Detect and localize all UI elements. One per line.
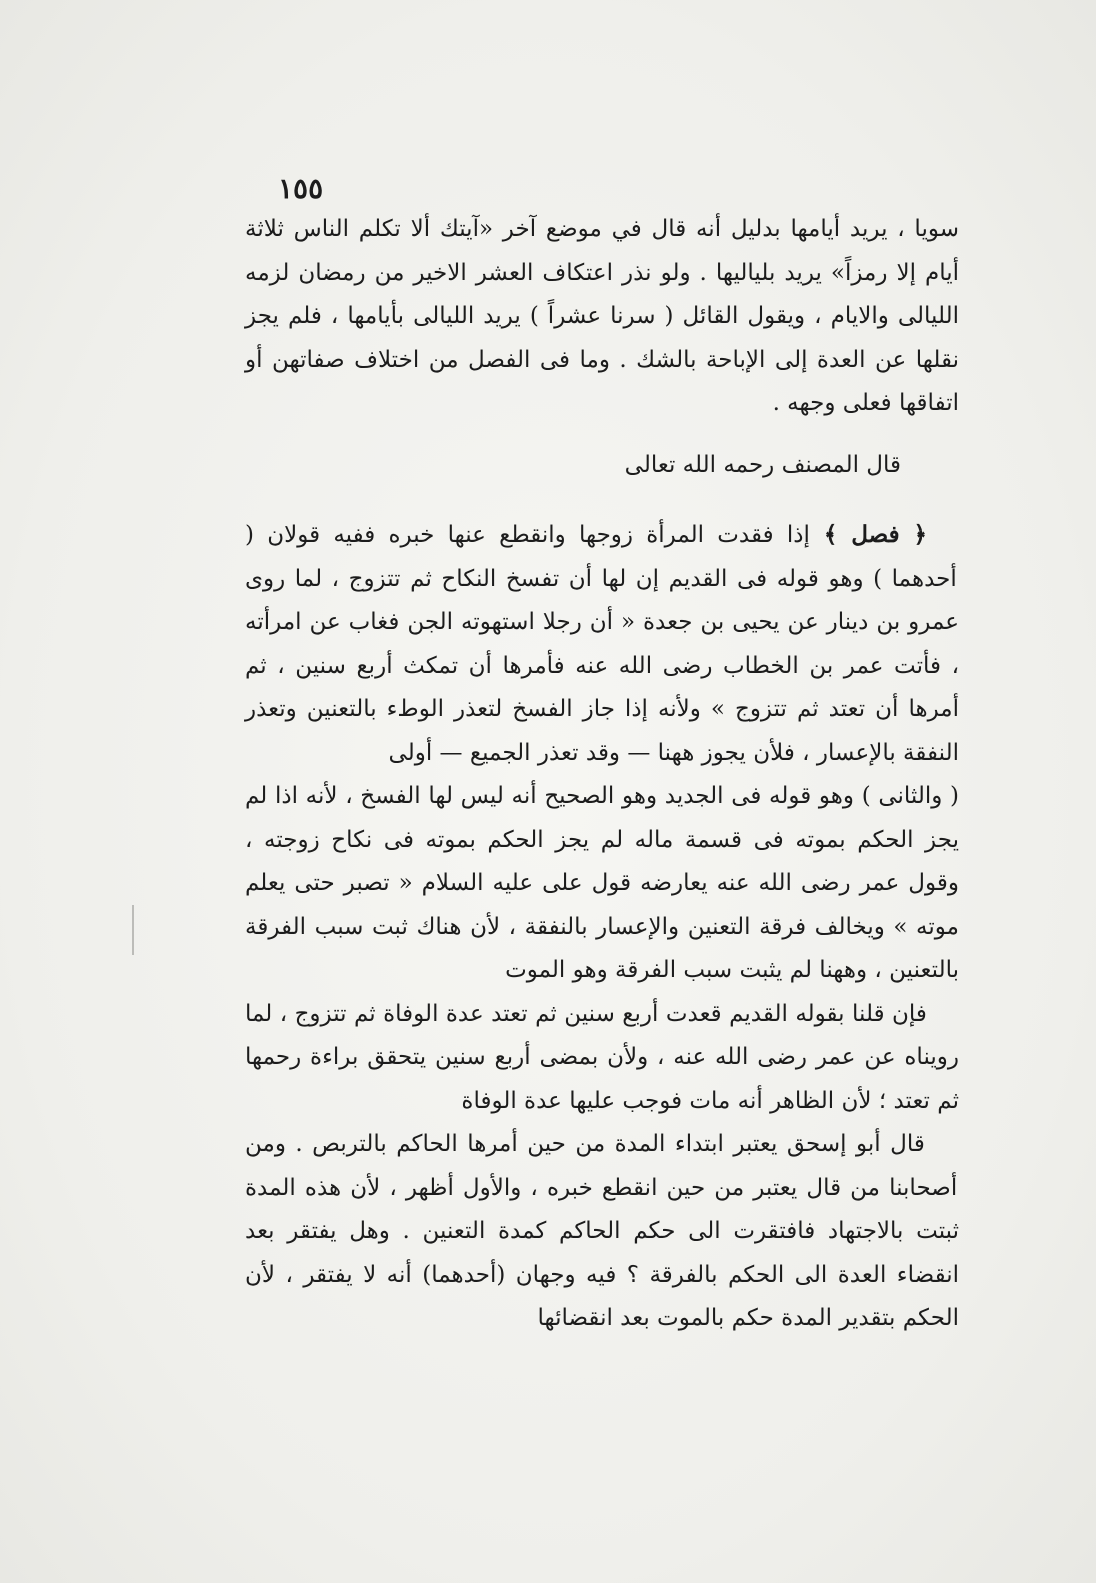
text-line: قال المصنف رحمه الله تعالى	[624, 451, 901, 478]
text-line: فرقة التعنين والإعسار بالنفقة ، لأن هناك ثبت سبب الفرقة بالتعنين ، وههنا لم	[245, 913, 959, 983]
text-line: عمرو بن دينار عن يحيى بن جعدة « أن رجلا استهوته الجن فغاب عن امرأته ،	[245, 609, 960, 679]
paragraph	[245, 993, 959, 1124]
author-heading	[245, 444, 959, 488]
body-text	[245, 208, 959, 1341]
text-line: تعتد ؛ لأن الظاهر أنه مات فوجب عليها عدة الوفاة	[461, 1087, 930, 1114]
text-line: رويناه عن عمر رضى الله عنه ، ولأن بمضى أربع سنين يتحقق براءة رحمها ثم	[245, 1044, 959, 1114]
text-line: قال أبو إسحق يعتبر ابتداء المدة من حين أمرها الحاكم بالتربص . ومن	[245, 1131, 925, 1157]
text-line: رضى الله عنه يعارضه قول على عليه السلام « تصبر حتى يعلم موته » ويخالف	[245, 870, 959, 940]
text-line: والايام ، ويقول القائل ( سرنا عشراً ) يريد الليالى بأيامها ، فلم يجز نقلها عن	[245, 303, 959, 373]
page-number: ١٥٥	[278, 172, 324, 205]
text-line: العدة الى الحكم بالفرقة ؟ فيه وجهان (أحدهما) أنه لا يفتقر ، لأن الحكم بتقدير	[245, 1261, 959, 1331]
margin-mark	[132, 905, 134, 955]
text-line: ( أحدهما ) وهو قوله فى القديم إن لها أن تفسخ النكاح ثم تتزوج ، لما روى	[245, 522, 957, 592]
text-line: بالإعسار ، فلأن يجوز ههنا — وقد تعذر الجميع — أولى	[388, 739, 896, 766]
paragraph	[245, 1123, 959, 1341]
text-line: إذا فقدت المرأة زوجها وانقطع عنها خبره ففيه قولان	[253, 522, 810, 548]
text-line: فأتت عمر بن الخطاب رضى الله عنه فأمرها أن تمكث أربع سنين ، ثم أمرها أن	[245, 652, 959, 722]
text-line: إلا رمزاً» يريد بلياليها . ولو نذر اعتكاف العشر الاخير من رمضان لزمه الليالى	[245, 259, 959, 329]
text-line: ( والثانى ) وهو قوله فى الجديد وهو الصحيح أنه ليس لها الفسخ ، لأنه اذا	[267, 783, 959, 809]
text-line: فعلى وجهه .	[772, 390, 892, 416]
text-line: أصحابنا من قال يعتبر من حين انقطع خبره ، والأول أظهر ، لأن هذه المدة	[245, 1174, 958, 1201]
text-line: فإن قلنا بقوله القديم قعدت أربع سنين ثم تعتد عدة الوفاة ثم تتزوج ، لما	[245, 1000, 927, 1027]
paragraph	[245, 775, 959, 993]
paragraph	[245, 513, 959, 775]
text-line: يثبت سبب الفرقة وهو الموت	[505, 957, 783, 983]
text-line: لم يجز الحكم بموته فى قسمة ماله لم يجز الحكم بموته فى نكاح زوجته ، وقول عمر	[245, 783, 959, 896]
paragraph	[245, 208, 959, 426]
text-line: تعتد ثم تتزوج » ولأنه إذا جاز الفسخ لتعذر الوطء بالتعنين وتعذر النفقة	[245, 696, 959, 766]
section-marker: ﴿ فصل ﴾	[809, 521, 927, 548]
text-line: سويا ، يريد أيامها بدليل أنه قال في موضع آخر «آيتك ألا تكلم الناس ثلاثة أيام	[245, 216, 959, 286]
text-line: ثبتت بالاجتهاد فافتقرت الى حكم الحاكم كمدة التعنين . وهل يفتقر بعد انقضاء	[245, 1218, 959, 1288]
text-line: المدة حكم بالموت بعد انقضائها	[537, 1305, 832, 1331]
text-line: العدة إلى الإباحة بالشك . وما فى الفصل من اختلاف صفاتهن أو اتفاقها	[245, 346, 959, 416]
